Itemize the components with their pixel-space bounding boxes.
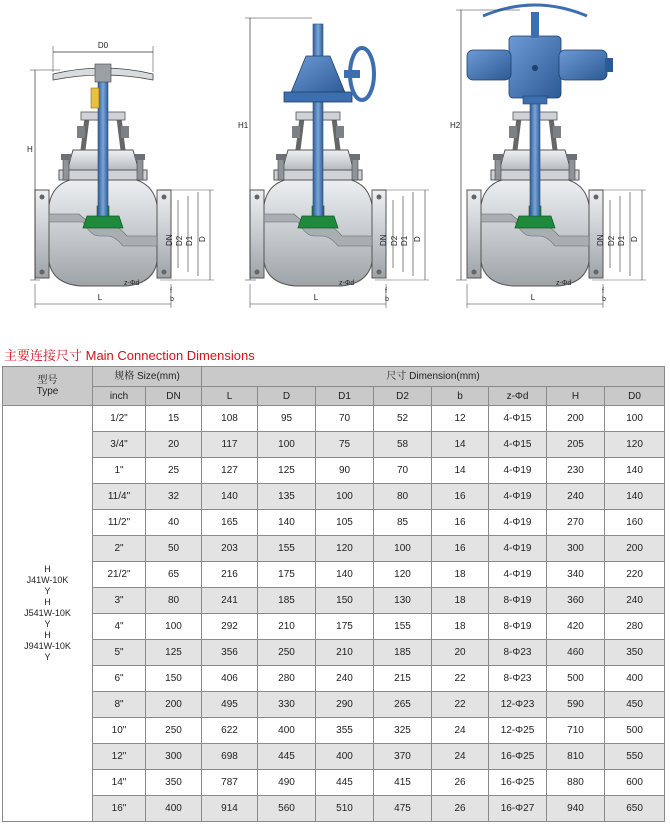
cell-z: 12-Φ25 xyxy=(489,718,547,744)
cell-d: 185 xyxy=(258,588,316,614)
cell-h: 300 xyxy=(547,536,605,562)
cell-z: 12-Φ23 xyxy=(489,692,547,718)
cell-z: 8-Φ23 xyxy=(489,640,547,666)
cell-dn: 150 xyxy=(146,666,202,692)
cell-dn: 50 xyxy=(146,536,202,562)
col-l: L xyxy=(202,387,258,406)
dimension-group-header: 尺寸 Dimension(mm) xyxy=(202,367,665,387)
cell-d: 175 xyxy=(258,562,316,588)
cell-dn: 125 xyxy=(146,640,202,666)
cell-dn: 300 xyxy=(146,744,202,770)
cell-d: 560 xyxy=(258,796,316,822)
cell-d1: 210 xyxy=(316,640,374,666)
cell-d: 445 xyxy=(258,744,316,770)
label-dn-3: DN xyxy=(596,234,605,246)
cell-d2: 130 xyxy=(374,588,432,614)
cell-d1: 175 xyxy=(316,614,374,640)
cell-dn: 400 xyxy=(146,796,202,822)
cell-d2: 215 xyxy=(374,666,432,692)
cell-b: 16 xyxy=(432,510,489,536)
cell-d2: 58 xyxy=(374,432,432,458)
handwheel-valve-drawing xyxy=(35,64,171,286)
cell-h: 240 xyxy=(547,484,605,510)
cell-l: 203 xyxy=(202,536,258,562)
cell-d: 250 xyxy=(258,640,316,666)
valve-drawings xyxy=(0,0,670,340)
cell-dn: 40 xyxy=(146,510,202,536)
cell-dn: 80 xyxy=(146,588,202,614)
cell-dn: 15 xyxy=(146,406,202,432)
cell-inch: 6" xyxy=(93,666,146,692)
col-d0: D0 xyxy=(605,387,665,406)
cell-inch: 14" xyxy=(93,770,146,796)
cell-d0: 550 xyxy=(605,744,665,770)
cell-h: 710 xyxy=(547,718,605,744)
cell-d0: 140 xyxy=(605,484,665,510)
type-header-cn: 型号 xyxy=(37,375,58,386)
col-zphid: z-Φd xyxy=(489,387,547,406)
cell-z: 4-Φ19 xyxy=(489,562,547,588)
label-b-2: b xyxy=(385,296,389,303)
cell-inch: 8" xyxy=(93,692,146,718)
cell-l: 241 xyxy=(202,588,258,614)
cell-d1: 120 xyxy=(316,536,374,562)
cell-h: 940 xyxy=(547,796,605,822)
cell-inch: 11/2" xyxy=(93,510,146,536)
table-row xyxy=(3,666,665,692)
type-cell xyxy=(3,406,93,822)
cell-d2: 155 xyxy=(374,614,432,640)
label-d2-2: D2 xyxy=(390,235,399,246)
table-row xyxy=(3,406,665,432)
col-dn: DN xyxy=(146,387,202,406)
cell-d0: 600 xyxy=(605,770,665,796)
type-line: Y xyxy=(44,652,51,662)
table-body xyxy=(3,406,665,822)
cell-l: 914 xyxy=(202,796,258,822)
cell-l: 117 xyxy=(202,432,258,458)
cell-dn: 100 xyxy=(146,614,202,640)
label-h: H xyxy=(27,145,33,154)
cell-d: 400 xyxy=(258,718,316,744)
cell-dn: 250 xyxy=(146,718,202,744)
type-line: Y xyxy=(44,619,51,629)
cell-b: 18 xyxy=(432,614,489,640)
cell-b: 16 xyxy=(432,484,489,510)
col-inch: inch xyxy=(93,387,146,406)
type-line: J41W-10K xyxy=(26,575,69,585)
cell-d1: 105 xyxy=(316,510,374,536)
cell-d1: 400 xyxy=(316,744,374,770)
cell-z: 4-Φ19 xyxy=(489,458,547,484)
cell-d0: 500 xyxy=(605,718,665,744)
cell-z: 4-Φ19 xyxy=(489,536,547,562)
cell-d2: 85 xyxy=(374,510,432,536)
cell-inch: 2" xyxy=(93,536,146,562)
cell-b: 14 xyxy=(432,458,489,484)
cell-d: 135 xyxy=(258,484,316,510)
cell-h: 420 xyxy=(547,614,605,640)
cell-d0: 280 xyxy=(605,614,665,640)
cell-d0: 100 xyxy=(605,406,665,432)
cell-l: 127 xyxy=(202,458,258,484)
cell-inch: 4" xyxy=(93,614,146,640)
cell-l: 698 xyxy=(202,744,258,770)
cell-d0: 650 xyxy=(605,796,665,822)
label-b: b xyxy=(170,296,174,303)
cell-z: 8-Φ23 xyxy=(489,666,547,692)
label-d1: D1 xyxy=(185,235,194,246)
col-b: b xyxy=(432,387,489,406)
cell-l: 140 xyxy=(202,484,258,510)
cell-l: 292 xyxy=(202,614,258,640)
cell-b: 14 xyxy=(432,432,489,458)
label-d1-2: D1 xyxy=(400,235,409,246)
cell-l: 216 xyxy=(202,562,258,588)
label-d-3: D xyxy=(630,236,639,242)
cell-l: 356 xyxy=(202,640,258,666)
cell-h: 810 xyxy=(547,744,605,770)
table-row xyxy=(3,692,665,718)
cell-d0: 200 xyxy=(605,536,665,562)
cell-d1: 150 xyxy=(316,588,374,614)
cell-inch: 12" xyxy=(93,744,146,770)
cell-d0: 220 xyxy=(605,562,665,588)
label-d-2: D xyxy=(413,236,422,242)
cell-dn: 25 xyxy=(146,458,202,484)
cell-d0: 240 xyxy=(605,588,665,614)
cell-h: 340 xyxy=(547,562,605,588)
cell-d0: 350 xyxy=(605,640,665,666)
cell-z: 4-Φ19 xyxy=(489,484,547,510)
cell-h: 880 xyxy=(547,770,605,796)
cell-h: 500 xyxy=(547,666,605,692)
label-d: D xyxy=(198,236,207,242)
label-h2: H2 xyxy=(450,121,461,130)
cell-d: 100 xyxy=(258,432,316,458)
cell-d1: 70 xyxy=(316,406,374,432)
cell-d1: 355 xyxy=(316,718,374,744)
cell-d0: 140 xyxy=(605,458,665,484)
cell-d0: 400 xyxy=(605,666,665,692)
cell-b: 18 xyxy=(432,562,489,588)
cell-inch: 5" xyxy=(93,640,146,666)
label-h1: H1 xyxy=(238,121,249,130)
type-line: Y xyxy=(44,586,51,596)
cell-h: 270 xyxy=(547,510,605,536)
label-b-3: b xyxy=(602,296,606,303)
cell-d: 125 xyxy=(258,458,316,484)
table-row xyxy=(3,744,665,770)
table-row xyxy=(3,458,665,484)
cell-z: 4-Φ19 xyxy=(489,510,547,536)
cell-inch: 10" xyxy=(93,718,146,744)
cell-z: 16-Φ27 xyxy=(489,796,547,822)
cell-z: 4-Φ15 xyxy=(489,406,547,432)
cell-d2: 52 xyxy=(374,406,432,432)
col-d: D xyxy=(258,387,316,406)
cell-d1: 240 xyxy=(316,666,374,692)
cell-inch: 3" xyxy=(93,588,146,614)
cell-l: 787 xyxy=(202,770,258,796)
cell-dn: 20 xyxy=(146,432,202,458)
cell-d2: 185 xyxy=(374,640,432,666)
cell-z: 16-Φ25 xyxy=(489,770,547,796)
cell-h: 460 xyxy=(547,640,605,666)
cell-inch: 1" xyxy=(93,458,146,484)
table-row xyxy=(3,510,665,536)
cell-inch: 1/2" xyxy=(93,406,146,432)
cell-b: 26 xyxy=(432,796,489,822)
label-zphid-3: z-Φd xyxy=(556,280,572,287)
cell-l: 165 xyxy=(202,510,258,536)
col-d2: D2 xyxy=(374,387,432,406)
type-line: H xyxy=(44,564,51,574)
label-zphid: z-Φd xyxy=(124,280,140,287)
cell-h: 200 xyxy=(547,406,605,432)
cell-b: 12 xyxy=(432,406,489,432)
dimension-table xyxy=(2,366,665,822)
cell-d2: 325 xyxy=(374,718,432,744)
label-d2-3: D2 xyxy=(607,235,616,246)
cell-d1: 75 xyxy=(316,432,374,458)
cell-b: 20 xyxy=(432,640,489,666)
cell-z: 8-Φ19 xyxy=(489,588,547,614)
col-d1: D1 xyxy=(316,387,374,406)
cell-b: 22 xyxy=(432,692,489,718)
cell-inch: 21/2" xyxy=(93,562,146,588)
size-group-header: 规格 Size(mm) xyxy=(93,367,202,387)
electric-actuator-valve-drawing xyxy=(467,5,613,286)
cell-d2: 475 xyxy=(374,796,432,822)
table-row xyxy=(3,484,665,510)
cell-d: 210 xyxy=(258,614,316,640)
type-line: J941W-10K xyxy=(24,641,71,651)
label-l-3: L xyxy=(530,293,536,302)
table-row xyxy=(3,432,665,458)
table-row xyxy=(3,562,665,588)
label-d2: D2 xyxy=(175,235,184,246)
cell-h: 360 xyxy=(547,588,605,614)
cell-d: 330 xyxy=(258,692,316,718)
cell-h: 590 xyxy=(547,692,605,718)
type-line: J541W-10K xyxy=(24,608,71,618)
cell-b: 18 xyxy=(432,588,489,614)
cell-d2: 80 xyxy=(374,484,432,510)
cell-d2: 100 xyxy=(374,536,432,562)
cell-d2: 415 xyxy=(374,770,432,796)
label-dn-2: DN xyxy=(379,234,388,246)
cell-b: 26 xyxy=(432,770,489,796)
table-row xyxy=(3,614,665,640)
table-row xyxy=(3,718,665,744)
cell-d1: 510 xyxy=(316,796,374,822)
cell-d1: 290 xyxy=(316,692,374,718)
cell-d: 140 xyxy=(258,510,316,536)
type-line: H xyxy=(44,597,51,607)
table-row xyxy=(3,536,665,562)
cell-d: 490 xyxy=(258,770,316,796)
cell-d2: 120 xyxy=(374,562,432,588)
cell-dn: 200 xyxy=(146,692,202,718)
col-h: H xyxy=(547,387,605,406)
label-d0: D0 xyxy=(97,41,109,50)
cell-d1: 140 xyxy=(316,562,374,588)
cell-d1: 445 xyxy=(316,770,374,796)
section-title: 主要连接尺寸 Main Connection Dimensions xyxy=(4,348,255,363)
cell-d2: 265 xyxy=(374,692,432,718)
label-l: L xyxy=(97,293,103,302)
cell-h: 205 xyxy=(547,432,605,458)
cell-d0: 450 xyxy=(605,692,665,718)
cell-l: 108 xyxy=(202,406,258,432)
label-d1-3: D1 xyxy=(617,235,626,246)
cell-inch: 16" xyxy=(93,796,146,822)
cell-d1: 100 xyxy=(316,484,374,510)
cell-d2: 70 xyxy=(374,458,432,484)
cell-inch: 11/4" xyxy=(93,484,146,510)
cell-d: 280 xyxy=(258,666,316,692)
cell-dn: 350 xyxy=(146,770,202,796)
cell-d: 95 xyxy=(258,406,316,432)
cell-inch: 3/4" xyxy=(93,432,146,458)
type-header-en: Type xyxy=(36,386,59,397)
label-dn: DN xyxy=(165,234,174,246)
cell-z: 4-Φ15 xyxy=(489,432,547,458)
cell-h: 230 xyxy=(547,458,605,484)
cell-d0: 160 xyxy=(605,510,665,536)
cell-b: 22 xyxy=(432,666,489,692)
cell-dn: 65 xyxy=(146,562,202,588)
cell-d: 155 xyxy=(258,536,316,562)
label-l-2: L xyxy=(313,293,319,302)
gear-operated-valve-drawing xyxy=(250,24,386,286)
table-row xyxy=(3,640,665,666)
cell-l: 622 xyxy=(202,718,258,744)
cell-l: 495 xyxy=(202,692,258,718)
table-row xyxy=(3,796,665,822)
cell-dn: 32 xyxy=(146,484,202,510)
cell-d2: 370 xyxy=(374,744,432,770)
cell-b: 16 xyxy=(432,536,489,562)
table-row xyxy=(3,770,665,796)
cell-b: 24 xyxy=(432,744,489,770)
type-header xyxy=(3,367,93,406)
cell-b: 24 xyxy=(432,718,489,744)
table-row xyxy=(3,588,665,614)
label-zphid-2: z-Φd xyxy=(339,280,355,287)
cell-z: 16-Φ25 xyxy=(489,744,547,770)
cell-l: 406 xyxy=(202,666,258,692)
cell-d0: 120 xyxy=(605,432,665,458)
cell-z: 8-Φ19 xyxy=(489,614,547,640)
type-line: H xyxy=(44,630,51,640)
cell-d1: 90 xyxy=(316,458,374,484)
